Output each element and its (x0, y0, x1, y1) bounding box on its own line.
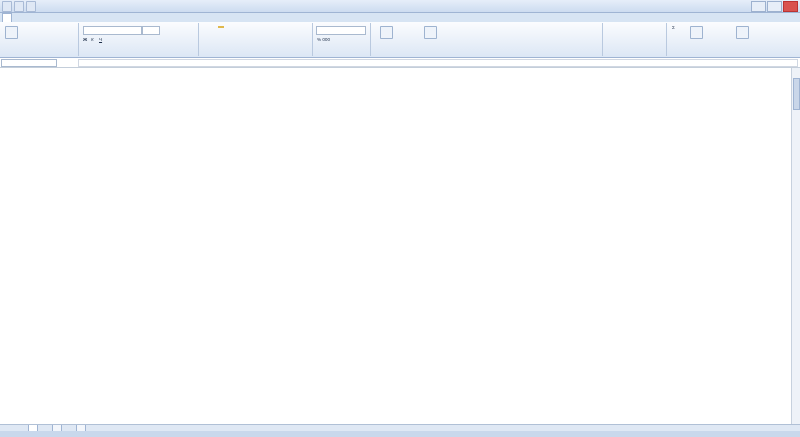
title-bar (0, 0, 800, 13)
status-bar (0, 431, 800, 437)
quick-access-toolbar (2, 1, 36, 12)
tab-developer[interactable] (74, 13, 82, 22)
cells-group (604, 23, 667, 56)
scrollbar-thumb[interactable] (793, 78, 800, 110)
conditional-format-icon[interactable] (380, 26, 393, 39)
tab-data[interactable] (44, 13, 52, 22)
font-name-select[interactable] (83, 26, 142, 35)
ribbon-tabs (0, 13, 800, 22)
font-size-select[interactable] (142, 26, 160, 35)
font-group (80, 23, 199, 56)
minimize-button[interactable] (751, 1, 766, 12)
clipboard-group (0, 23, 79, 56)
autosum-icon[interactable]: Σ (672, 25, 675, 30)
vertical-scrollbar[interactable] (791, 68, 800, 424)
editing-group (668, 23, 798, 56)
alignment-group (200, 23, 313, 56)
formula-input[interactable] (78, 59, 798, 67)
worksheet-grid[interactable] (0, 68, 792, 424)
bold-icon[interactable]: Ж (83, 37, 88, 42)
tab-page-layout[interactable] (24, 13, 32, 22)
wrap-text-button[interactable] (218, 26, 224, 28)
tab-review[interactable] (54, 13, 62, 22)
underline-icon[interactable]: Ч (99, 37, 103, 42)
tab-home[interactable] (2, 13, 12, 22)
tab-insert[interactable] (14, 13, 22, 22)
name-box[interactable] (1, 59, 57, 67)
find-select-icon[interactable] (736, 26, 749, 39)
italic-icon[interactable]: К (91, 37, 94, 42)
ribbon (0, 22, 800, 58)
paste-icon[interactable] (5, 26, 18, 39)
number-group (314, 23, 371, 56)
save-icon[interactable] (2, 1, 12, 12)
undo-icon[interactable] (14, 1, 24, 12)
formula-bar (0, 58, 800, 68)
currency-icon[interactable]: % 000 (317, 37, 331, 42)
redo-icon[interactable] (26, 1, 36, 12)
tab-formulas[interactable] (34, 13, 42, 22)
number-format-select[interactable] (316, 26, 366, 35)
close-button[interactable] (783, 1, 798, 12)
styles-group (372, 23, 603, 56)
maximize-button[interactable] (767, 1, 782, 12)
tab-view[interactable] (64, 13, 72, 22)
format-table-icon[interactable] (424, 26, 437, 39)
sort-filter-icon[interactable] (690, 26, 703, 39)
